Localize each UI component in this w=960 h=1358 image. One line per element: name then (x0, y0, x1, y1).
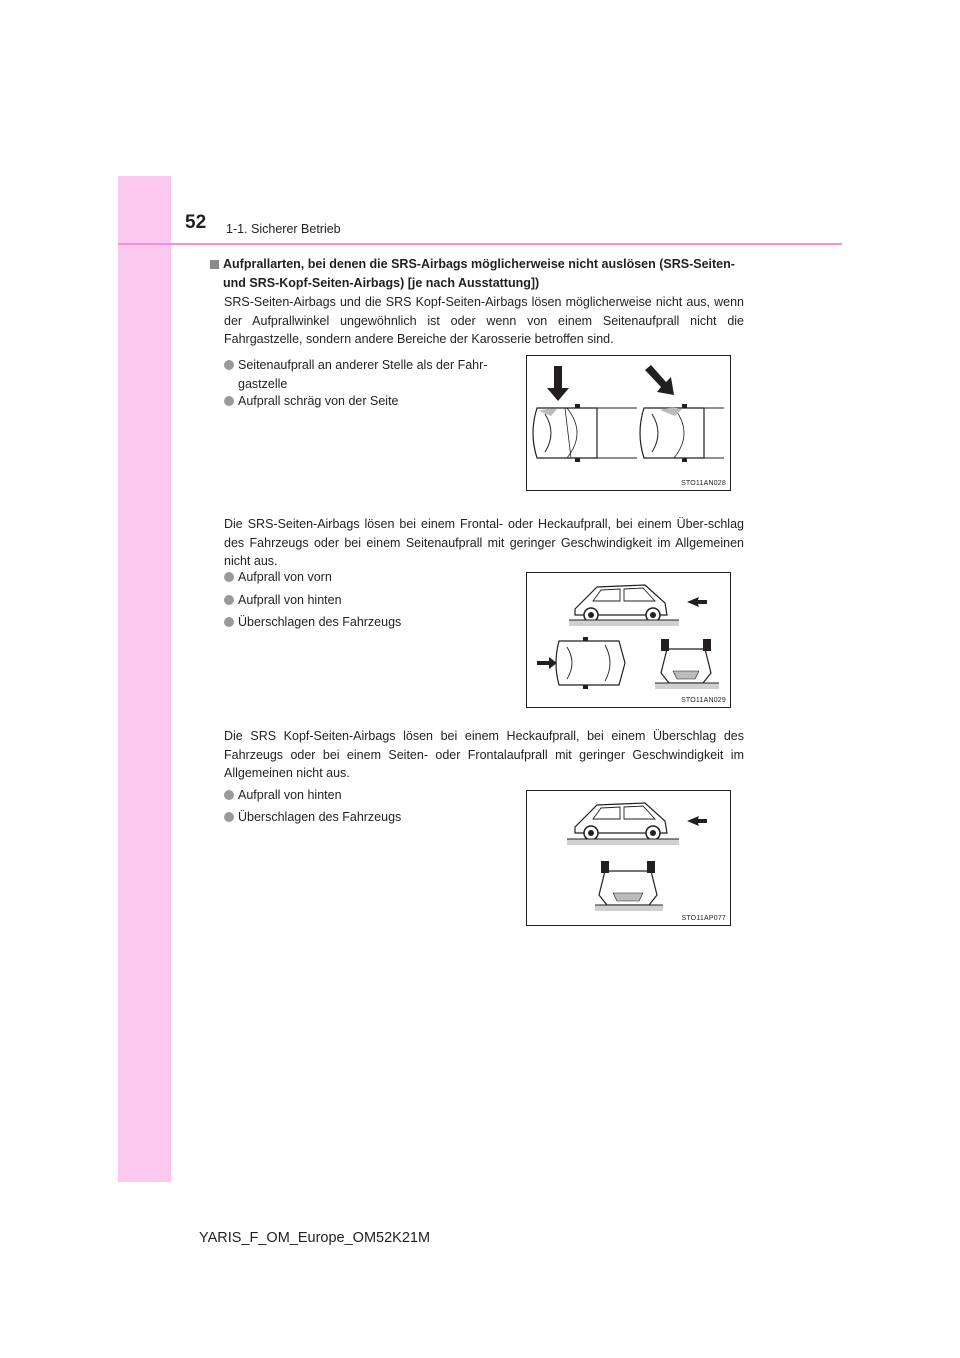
figure-code: STO11AP077 (681, 915, 726, 922)
chapter-sidebar-tab (118, 176, 171, 1182)
square-bullet-icon (210, 260, 219, 269)
car-top-view-icon (640, 404, 724, 462)
figure-side-impact (526, 355, 731, 491)
footer-document-id: YARIS_F_OM_Europe_OM52K21M (199, 1230, 431, 1246)
car-top-view-icon (533, 404, 637, 462)
list-item-text: Überschlagen des Fahrzeugs (238, 615, 402, 629)
list-item (224, 392, 504, 411)
list-item-text: Aufprall von hinten (238, 788, 342, 802)
rear-rollover-illustration (527, 791, 730, 925)
paragraph-curtain-airbags: Die SRS Kopf-Seiten-Airbags lösen bei einem Heckaufprall, bei einem Überschlag des Fahrzeugs oder bei einem Seiten- oder Frontalaufprall mit geringer Geschwindigkeit im Allgemeinen nicht aus. (224, 729, 744, 780)
list-item-text: Aufprall schräg von der Seite (238, 394, 399, 408)
ground-strip (655, 683, 719, 689)
arrow-left-icon (687, 816, 707, 826)
subsection-heading (210, 255, 750, 293)
list-item-text: Aufprall von hinten (238, 593, 342, 607)
list-item (224, 613, 504, 632)
circle-bullet-icon (224, 360, 234, 370)
list-item-text: Seitenaufprall an anderer Stelle als der Fahr-gastzelle (238, 358, 488, 391)
list-item (224, 356, 504, 393)
front-rear-rollover-illustration (527, 573, 730, 707)
car-upside-down-icon (661, 639, 711, 683)
figure-code: STO11AN029 (681, 697, 726, 704)
arrow-down-icon (547, 366, 569, 401)
ground-strip (569, 620, 679, 626)
header-rule (118, 243, 842, 245)
car-top-view-icon (556, 637, 625, 689)
car-side-view-icon (575, 803, 667, 840)
section-title: 1-1. Sicherer Betrieb (226, 222, 341, 236)
ground-strip (567, 839, 679, 845)
circle-bullet-icon (224, 572, 234, 582)
circle-bullet-icon (224, 617, 234, 627)
page-number: 52 (185, 212, 207, 233)
car-upside-down-icon (599, 861, 657, 905)
arrow-diagonal-icon (645, 365, 674, 395)
ground-strip (595, 905, 663, 911)
circle-bullet-icon (224, 812, 234, 822)
car-side-view-icon (575, 585, 667, 622)
list-item-text: Aufprall von vorn (238, 570, 332, 584)
circle-bullet-icon (224, 396, 234, 406)
figure-front-rear-rollover (526, 572, 731, 708)
list-item (224, 808, 504, 827)
arrow-left-icon (687, 597, 707, 607)
arrow-right-icon (537, 657, 557, 669)
circle-bullet-icon (224, 790, 234, 800)
figure-code: STO11AN028 (681, 480, 726, 487)
paragraph-side-airbags: Die SRS-Seiten-Airbags lösen bei einem Frontal- oder Heckaufprall, bei einem Über-schlag des Fahrzeugs oder bei einem Seitenaufprall mit geringer Geschwindigkeit im Allgemeinen nicht aus. (224, 517, 744, 568)
list-item-text: Überschlagen des Fahrzeugs (238, 810, 402, 824)
circle-bullet-icon (224, 595, 234, 605)
list-item (224, 591, 504, 610)
list-item (224, 786, 504, 805)
side-impact-illustration (527, 356, 730, 490)
paragraph-intro: SRS-Seiten-Airbags und die SRS Kopf-Seiten-Airbags lösen möglicherweise nicht aus, wenn der Aufprallwinkel ungewöhnlich ist oder wenn von einem Seitenaufprall nicht die Fahrgastzelle, sondern andere Bereiche der Karosserie betroffen sind. (224, 295, 744, 346)
subsection-heading-text: Aufprallarten, bei denen die SRS-Airbags möglicherweise nicht auslösen (SRS-Seiten- und SRS-Kopf-Seiten-Airbags) [je nach Ausstattung]) (223, 257, 735, 290)
figure-rear-rollover (526, 790, 731, 926)
list-item (224, 568, 504, 587)
